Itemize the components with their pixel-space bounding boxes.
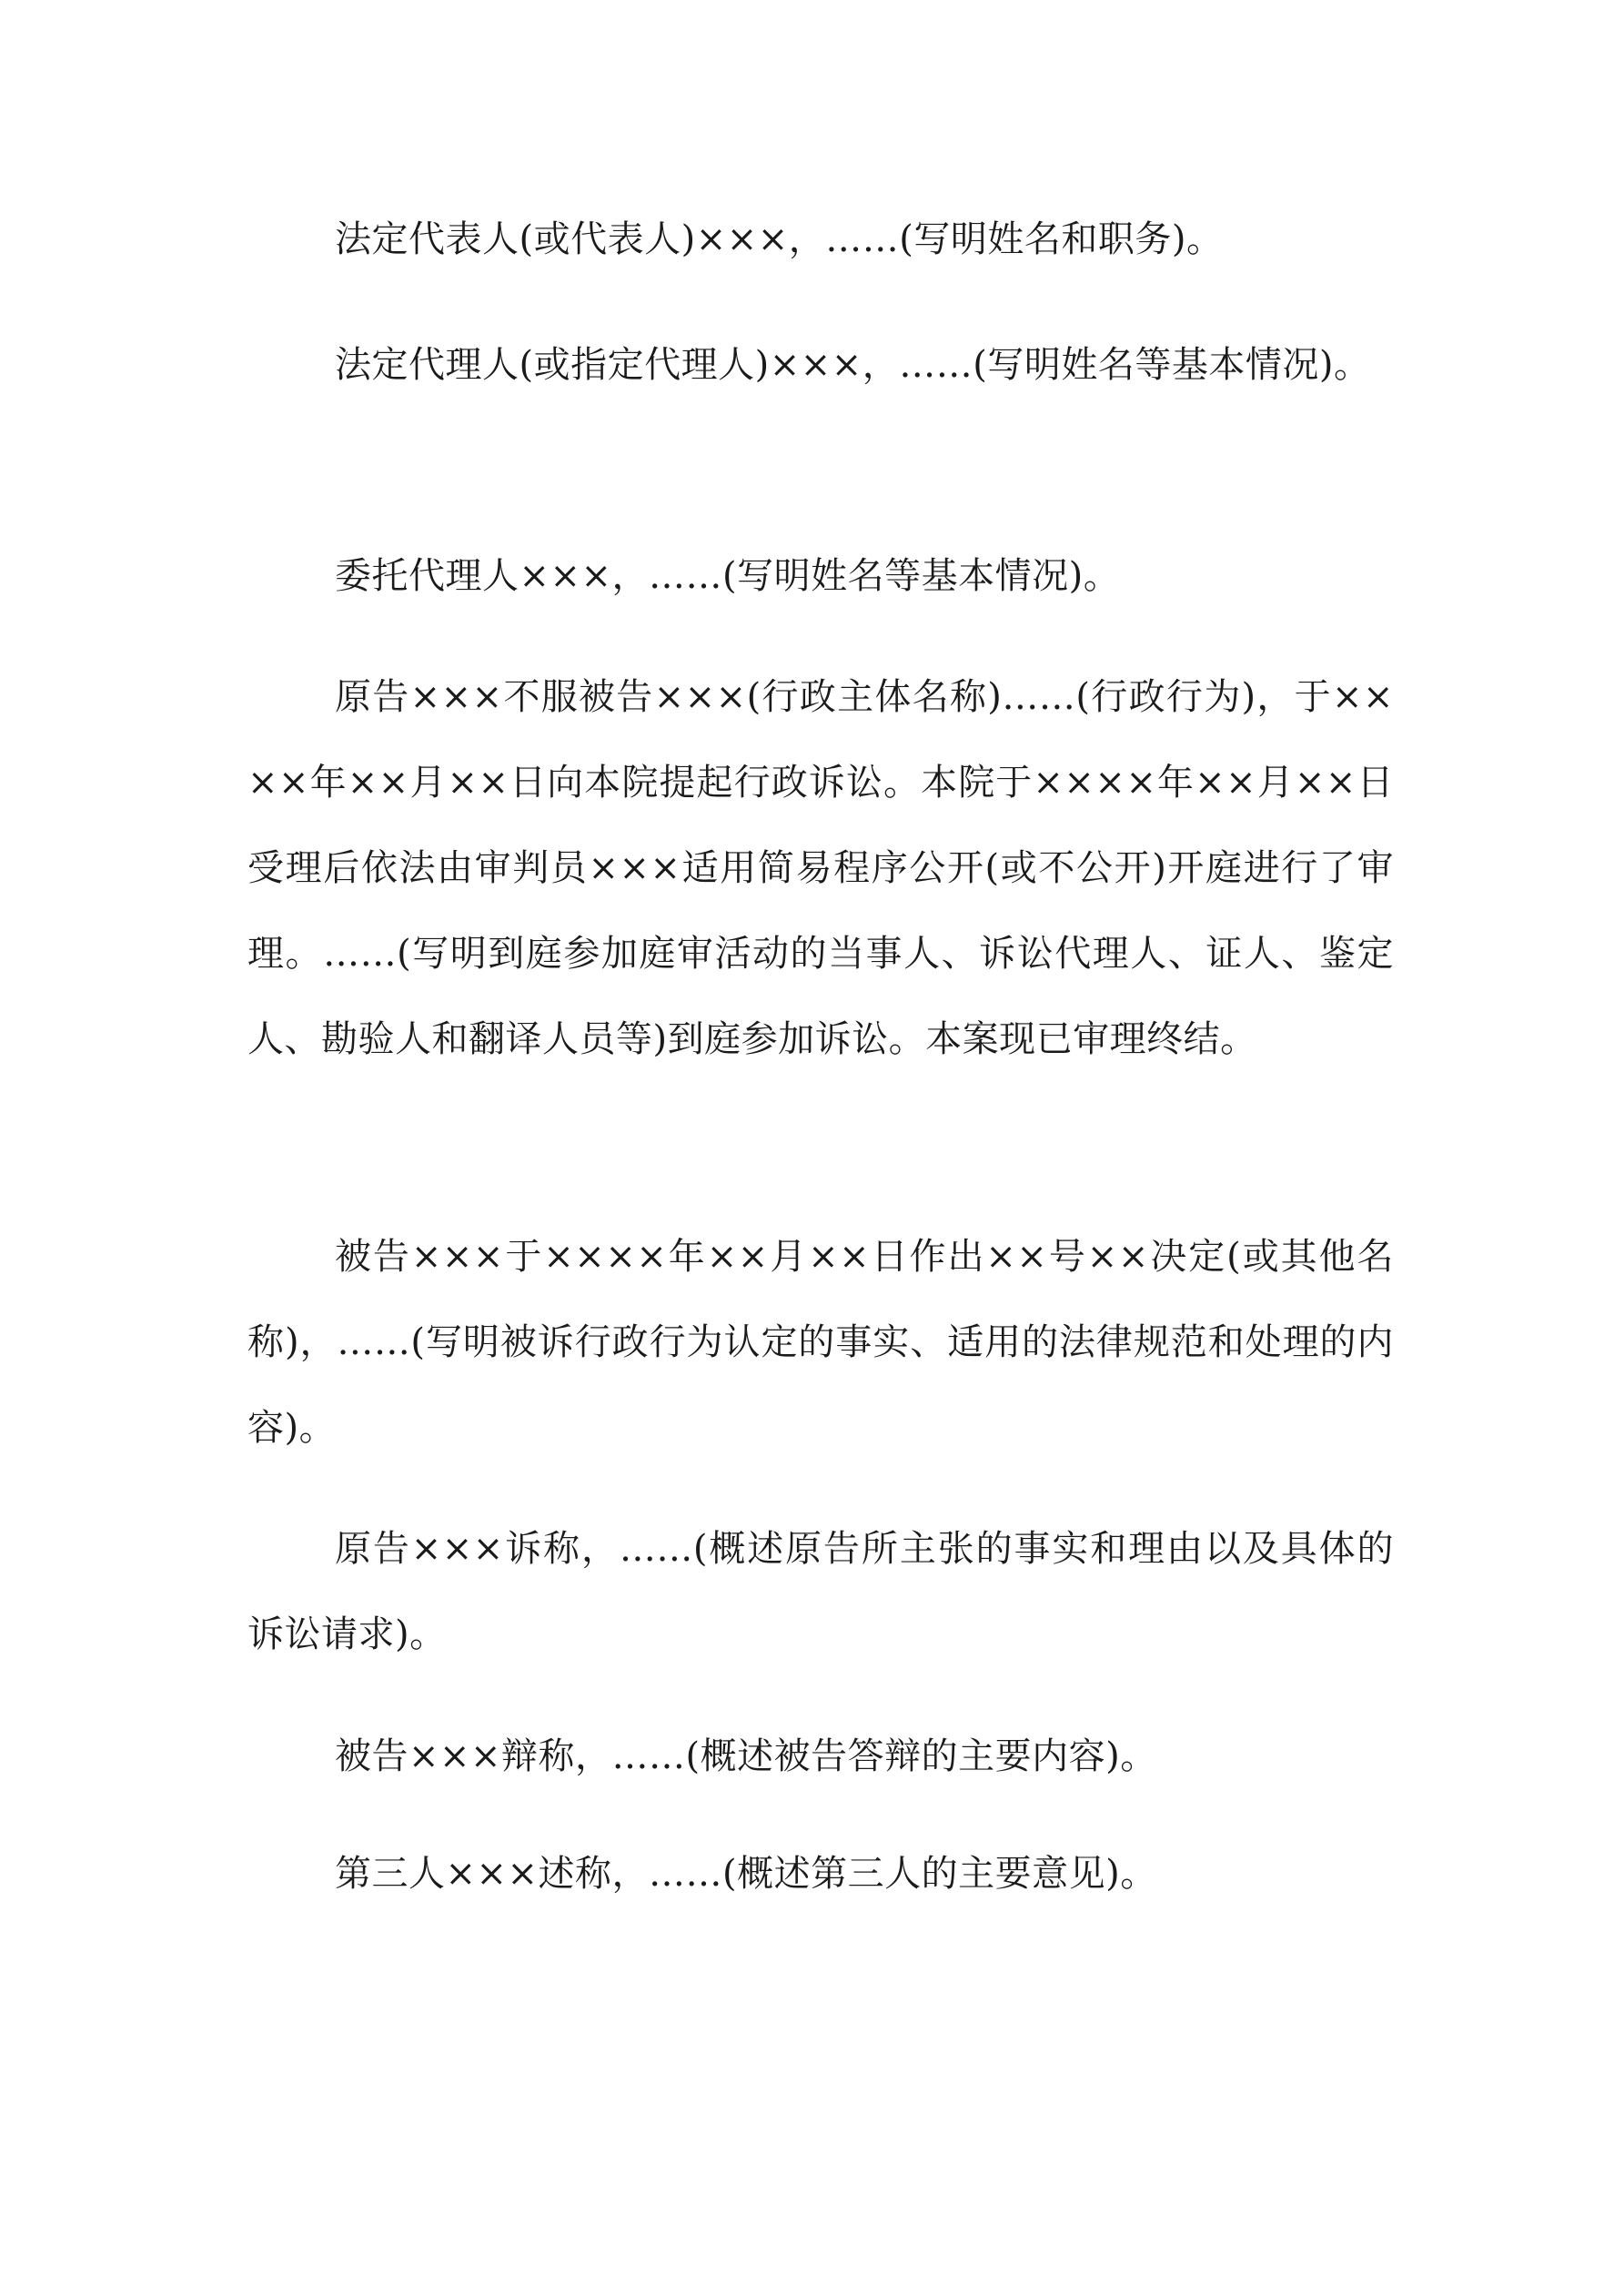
paragraph-third-party: 第三人×××述称，……(概述第三人的主要意见)。 (335, 1853, 1157, 1895)
paragraph-legal-agent: 法定代理人(或指定代理人)×××，……(写明姓名等基本情况)。 (335, 344, 1371, 386)
paragraph-defendant-decision: 被告×××于××××年××月××日作出××号××决定(或其他名称)，……(写明被诉行政行为认定的事实、适用的法律规范和处理的内容)。 (247, 1236, 1394, 1449)
paragraph-defendant-reply: 被告×××辩称，……(概述被告答辩的主要内容)。 (335, 1735, 1157, 1777)
paragraph-case-procedure: 原告×××不服被告×××(行政主体名称)……(行政行为)，于××××年××月××日向本院提起行政诉讼。本院于××××年××月××日受理后依法由审判员×××适用简易程序公开(或不公开)开庭进行了审理。……(写明到庭参加庭审活动的当事人、诉讼代理人、证人、鉴定人、勘验人和翻译人员等)到庭参加诉讼。本案现已审理终结。 (247, 676, 1394, 1060)
paragraph-legal-representative: 法定代表人(或代表人)×××，……(写明姓名和职务)。 (335, 218, 1224, 260)
paragraph-entrusted-agent: 委托代理人×××，……(写明姓名等基本情况)。 (335, 555, 1121, 597)
paragraph-plaintiff-claim: 原告×××诉称，……(概述原告所主张的事实和理由以及具体的诉讼请求)。 (247, 1528, 1394, 1655)
